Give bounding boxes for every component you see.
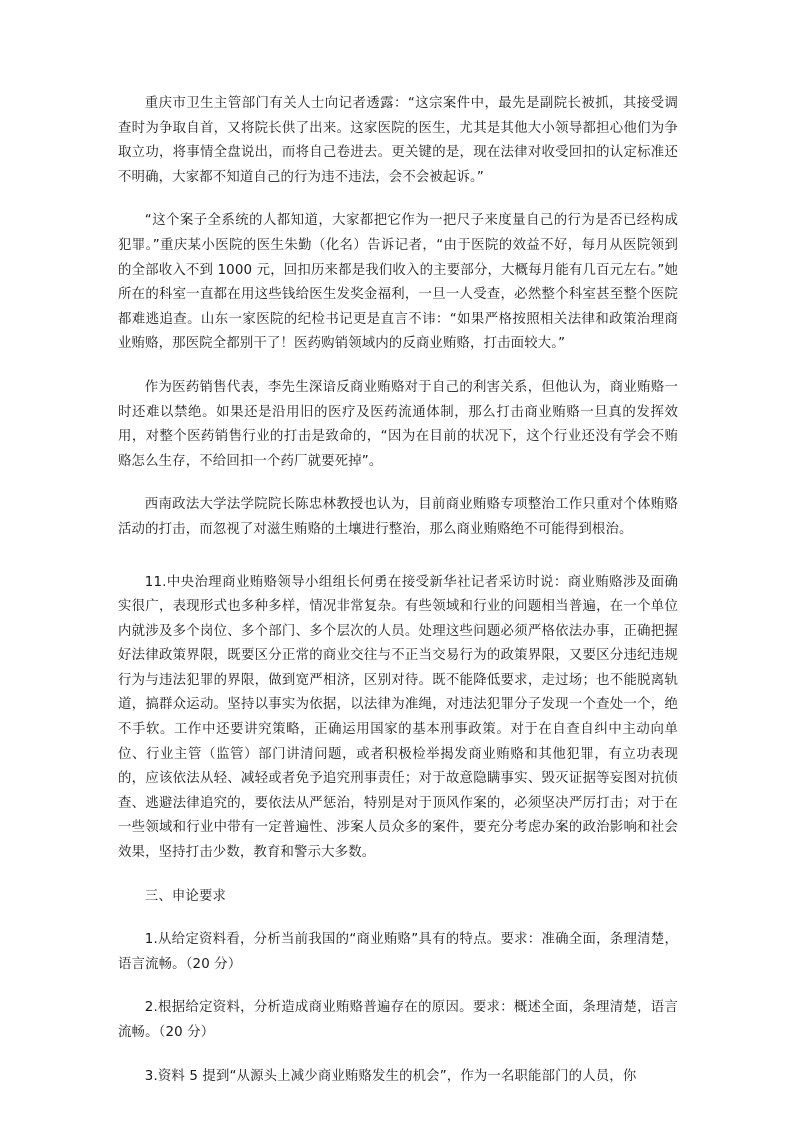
paragraph-spacer [118, 190, 678, 209]
section-heading-requirements: 三、申论要求 [144, 888, 227, 904]
paragraph-spacer [118, 474, 678, 493]
paragraph-sales-representative: 作为医药销售代表，李先生深谙反商业贿赂对于自己的利害关系，但他认为，商业贿赂一时还难以禁绝。如果还是沿用旧的医疗及医药流通体制，那么打击商业贿赂一旦真的发挥效用，对整个医药销售行业的打击是致命的，“因为在目前的状况下，这个行业还没有学会不贿赂怎么生存，不给回扣一个药厂就要死掉”。 [118, 379, 678, 469]
paragraph-spacer [118, 977, 678, 996]
question-1: 1.从给定资料看，分析当前我国的“商业贿赂”具有的特点。要求：准确全面，条理清楚，语言流畅。（20 分） [118, 932, 678, 972]
paragraph-material-11: 11.中央治理商业贿赂领导小组组长何勇在接受新华社记者采访时说：商业贿赂涉及面确实很广，表现形式也多种多样，情况非常复杂。有些领域和行业的问题相当普遍，在一个单位内就涉及多个岗位、多个部门、多个层次的人员。处理这些问题必须严格依法办事，正确把握好法律政策界限，既要区分正常的商业交往与不正当交易行为的政策界限，又要区分违纪违规行为与违法犯罪的界限，做到宽严相济，区别对待。既不能降低要求，走过场；也不能脱离轨道，搞群众运动。坚持以事实为依据，以法律为准绳，对违法犯罪分子发现一个查处一个，绝不手软。工作中还要讲究策略，正确运用国家的基本刑事政策。对于在自查自纠中主动向单位、行业主管（监管）部门讲清问题，或者积极检举揭发商业贿赂和其他犯罪，有立功表现的，应该依法从轻、减轻或者免予追究刑事责任；对于故意隐瞒事实、毁灭证据等妄图对抗侦查、逃避法律追究的，要依法从严惩治，特别是对于顶风作案的，必须坚决严厉打击；对于在一些领域和行业中带有一定普遍性、涉案人员众多的案件，要充分考虑办案的政治影响和社会效果，坚持打击少数，教育和警示大多数。 [118, 574, 678, 861]
paragraph-professor-opinion: 西南政法大学法学院院长陈忠林教授也认为，目前商业贿赂专项整治工作只重对个体贿赂活动的打击，而忽视了对滋生贿赂的土壤进行整治，那么商业贿赂绝不可能得到根治。 [118, 497, 678, 537]
question-2: 2.根据给定资料，分析造成商业贿赂普遍存在的原因。要求：概述全面，条理清楚，语言流畅。（20 分） [118, 1000, 678, 1040]
paragraph-spacer [118, 909, 678, 928]
paragraph-chongqing-health-official: 重庆市卫生主管部门有关人士向记者透露：“这宗案件中，最先是副院长被抓，其接受调查时为争取自首，又将院长供了出来。这家医院的医生，尤其是其他大小领导都担心他们为争取立功，将事情全盘说出，而将自己卷进去。更关键的是，现在法律对收受回扣的认定标准还不明确，大家都不知道自己的行为违不违法，会不会被起诉。” [118, 96, 678, 185]
paragraph-spacer [118, 543, 678, 571]
paragraph-spacer [118, 357, 678, 376]
paragraph-doctor-interview: “这个案子全系统的人都知道，大家都把它作为一把尺子来度量自己的行为是否已经构成犯罪。”重庆某小医院的医生朱勤（化名）告诉记者，“由于医院的效益不好，每月从医院领到的全部收入不到 1000 元，回扣历来都是我们收入的主要部分，大概每月能有几百元左右。”她所在的科室一直都在用这些钱给医生发奖金福利，一旦一人受查，必然整个科室甚至整个医院都难逃追查。山东一家医院的纪检书记更是直言不讳：“如果严格按照相关法律和政策治理商业贿赂，那医院全都别干了！医药购销领域内的反商业贿赂，打击面较大。” [118, 213, 678, 352]
question-3: 3.资料 5 提到“从源头上减少商业贿赂发生的机会”，作为一名职能部门的人员，你 [144, 1068, 637, 1084]
paragraph-spacer [118, 1046, 678, 1065]
paragraph-spacer [118, 866, 678, 885]
document-page [118, 92, 678, 1089]
